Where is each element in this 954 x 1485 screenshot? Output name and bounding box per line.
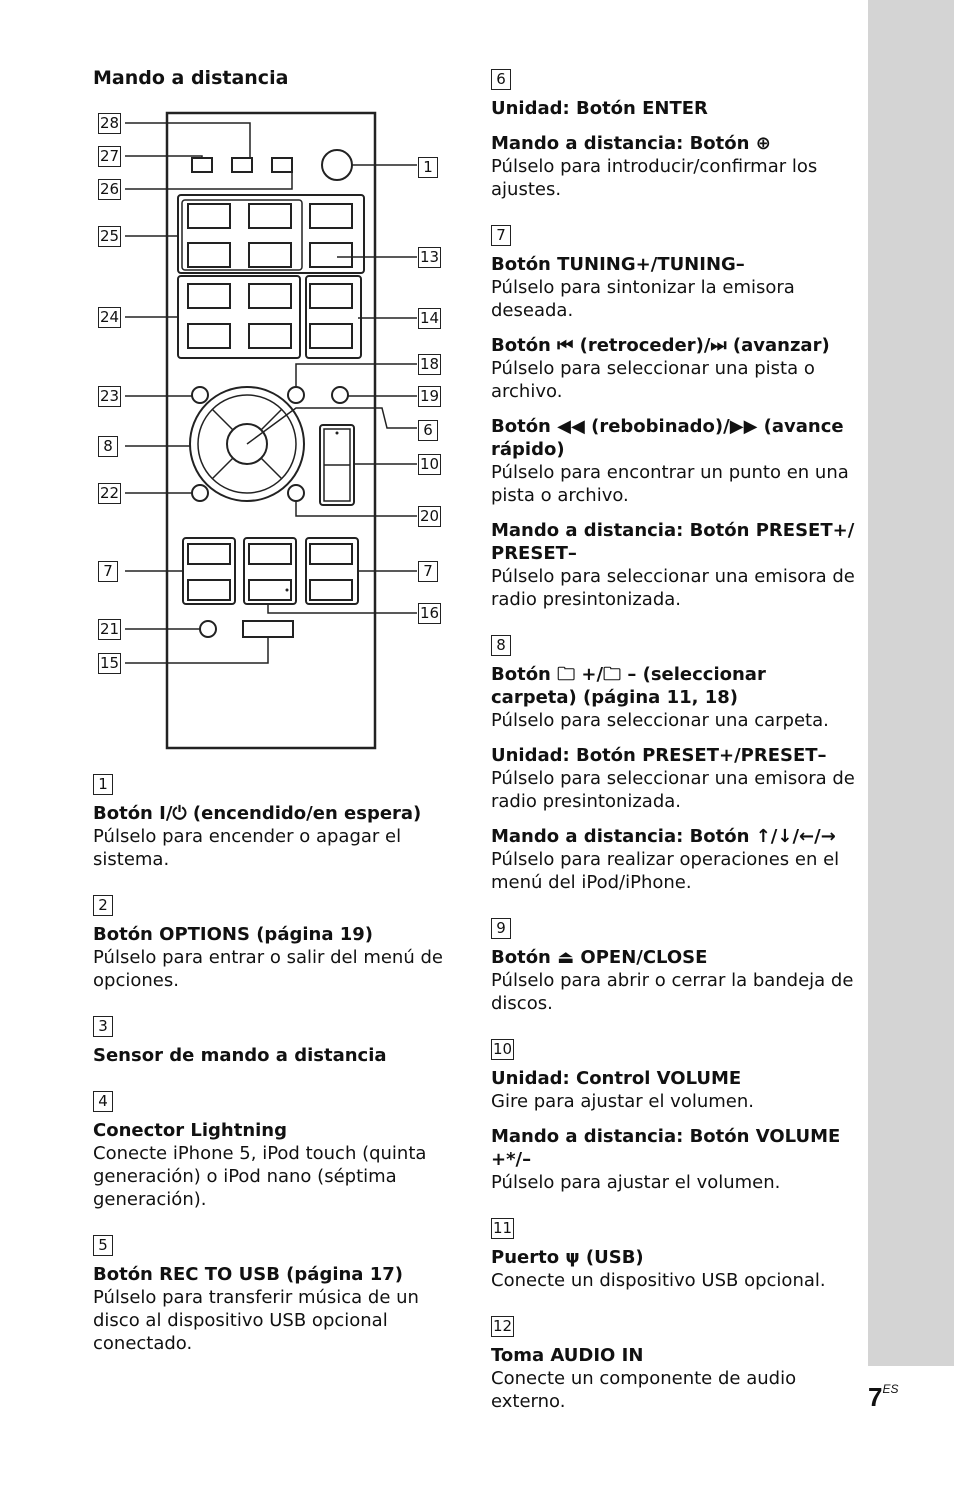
item-number: 9 [491, 918, 511, 939]
item-heading: Puerto ψ (USB) [491, 1247, 644, 1268]
item-12 [491, 1314, 856, 1413]
item-5 [93, 1233, 453, 1355]
callout-16: 16 [420, 604, 440, 622]
item-number: 5 [93, 1235, 113, 1256]
item-body: Púlselo para sintonizar la emisora deseada. [491, 277, 795, 321]
item-11 [491, 1216, 856, 1292]
callout-14: 14 [420, 309, 440, 327]
callout-26: 26 [100, 180, 120, 198]
item-heading: Botón ⏏ OPEN/CLOSE [491, 947, 708, 968]
item-heading: Mando a distancia: Botón ↑/↓/←/→ [491, 826, 836, 847]
item-number: 12 [493, 1317, 513, 1335]
callout-24: 24 [100, 308, 120, 326]
item-number: 3 [93, 1016, 113, 1037]
callout-1: 1 [418, 157, 438, 178]
item-10 [491, 1037, 856, 1194]
item-heading: Conector Lightning [93, 1120, 288, 1141]
item-number: 7 [491, 225, 511, 246]
callout-13: 13 [420, 248, 440, 266]
item-body: Gire para ajustar el volumen. [491, 1091, 754, 1112]
item-heading: Unidad: Control VOLUME [491, 1068, 742, 1089]
item-heading: Mando a distancia: Botón VOLUME +*/– [491, 1126, 841, 1170]
item-body: Conecte iPhone 5, iPod touch (quinta generación) o iPod nano (séptima generación). [93, 1143, 427, 1210]
item-body: Púlselo para transferir música de un disco al dispositivo USB opcional conectado. [93, 1287, 419, 1354]
item-heading: Botón ⏮ (retroceder)/⏭ (avanzar) [491, 335, 830, 356]
item-body: Púlselo para encontrar un punto en una pista o archivo. [491, 462, 849, 506]
item-body: Conecte un componente de audio externo. [491, 1368, 797, 1412]
item-body: Conecte un dispositivo USB opcional. [491, 1270, 826, 1291]
item-number: 1 [93, 774, 113, 795]
page-number: $7^{ES}$ [868, 1382, 899, 1412]
remote-diagram [92, 108, 452, 758]
item-body: Púlselo para seleccionar una emisora de radio presintonizada. [491, 566, 855, 610]
item-body: Púlselo para encender o apagar el sistema. [93, 826, 402, 870]
item-number: 2 [93, 895, 113, 916]
callout-28: 28 [100, 114, 120, 132]
callout-27: 27 [100, 147, 120, 165]
item-6 [491, 67, 856, 201]
callout-22: 22 [100, 484, 120, 502]
item-body: Púlselo para realizar operaciones en el menú del iPod/iPhone. [491, 849, 840, 893]
left-column [93, 772, 453, 1377]
item-heading: Unidad: Botón ENTER [491, 98, 708, 119]
item-body: Púlselo para ajustar el volumen. [491, 1172, 781, 1193]
callout-25: 25 [100, 227, 120, 245]
item-heading: Mando a distancia: Botón ⊕ [491, 133, 771, 154]
item-heading: Toma AUDIO IN [491, 1345, 644, 1366]
right-column [491, 67, 856, 1435]
item-number: 4 [93, 1091, 113, 1112]
item-number: 11 [493, 1219, 513, 1237]
item-8 [491, 633, 856, 894]
item-4 [93, 1089, 453, 1211]
item-9 [491, 916, 856, 1015]
callout-8: 8 [98, 436, 118, 457]
callout-23: 23 [100, 387, 120, 405]
section-title: Mando a distancia [93, 67, 289, 89]
callout-15: 15 [100, 654, 120, 672]
item-heading: Botón I/⏻ (encendido/en espera) [93, 803, 422, 824]
callout-19: 19 [420, 387, 440, 405]
item-body: Púlselo para seleccionar una pista o archivo. [491, 358, 815, 402]
item-1 [93, 772, 453, 871]
item-body: Púlselo para seleccionar una emisora de radio presintonizada. [491, 768, 855, 812]
item-heading: Botón ◀◀ (rebobinado)/▶▶ (avance rápido) [491, 416, 844, 460]
item-heading: Mando a distancia: Botón PRESET+/ PRESET– [491, 520, 855, 564]
callout-10: 10 [420, 455, 440, 473]
item-body: Púlselo para abrir o cerrar la bandeja de discos. [491, 970, 854, 1014]
item-heading: Sensor de mando a distancia [93, 1045, 387, 1066]
item-body: Púlselo para entrar o salir del menú de opciones. [93, 947, 443, 991]
item-heading: Botón REC TO USB (página 17) [93, 1264, 403, 1285]
item-heading: Unidad: Botón PRESET+/PRESET– [491, 745, 827, 766]
callout-20: 20 [420, 507, 440, 525]
item-heading: Botón OPTIONS (página 19) [93, 924, 374, 945]
callout-7: 7 [418, 561, 438, 582]
callout-18: 18 [420, 355, 440, 373]
item-3 [93, 1014, 453, 1067]
callout-6: 6 [418, 420, 438, 441]
callout-7: 7 [98, 561, 118, 582]
side-tab [868, 0, 954, 1366]
item-body: Púlselo para introducir/confirmar los ajustes. [491, 156, 818, 200]
item-number: 10 [493, 1040, 513, 1058]
callout-21: 21 [100, 620, 120, 638]
item-body: Púlselo para seleccionar una carpeta. [491, 710, 829, 731]
item-number: 8 [491, 635, 511, 656]
item-heading: Botón TUNING+/TUNING– [491, 254, 745, 275]
item-7 [491, 223, 856, 611]
item-number: 6 [491, 69, 511, 90]
item-heading: Botón 🗀 +/🗀 – (seleccionar carpeta) (página 11, 18) [491, 664, 766, 708]
item-2 [93, 893, 453, 992]
